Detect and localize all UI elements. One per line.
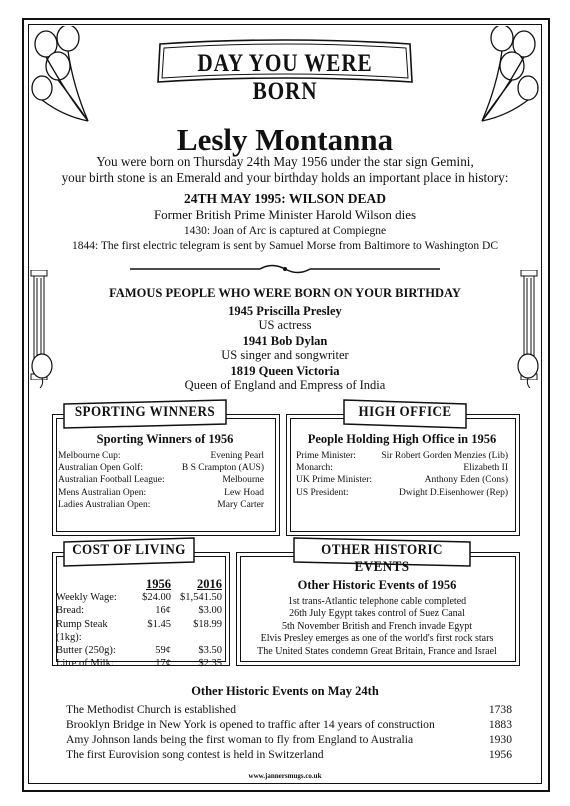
cost-label: Bread: — [56, 605, 84, 617]
high-office-ribbon — [340, 398, 470, 430]
high-office-list — [296, 450, 508, 499]
intro-line-2: your birth stone is an Emerald and your birthday holds an important place in history: — [61, 170, 509, 185]
sporting-value: Mary Carter — [217, 499, 264, 510]
office-label: Prime Minister: — [296, 451, 356, 461]
cost-row — [56, 644, 222, 657]
office-label: US President: — [296, 487, 349, 498]
office-label: Monarch: — [296, 463, 333, 474]
sporting-row — [58, 450, 264, 462]
sporting-winners-ribbon — [60, 398, 230, 430]
sporting-label: Melbourne Cup: — [58, 451, 121, 461]
page-title: DAY YOU WERE BORN — [197, 50, 373, 105]
sporting-value: B S Crampton (AUS) — [181, 463, 264, 474]
cost-2016: $3.50 — [198, 645, 222, 657]
may-event-text: Brooklyn Bridge in New York is opened to traffic after 14 years of construction — [66, 718, 435, 731]
may-event-year: 1956 — [488, 748, 512, 761]
may-event-year: 1883 — [488, 718, 512, 731]
cost-label: Rump Steak (1kg): — [56, 618, 108, 643]
cost-label: Litre of Milk: — [56, 658, 114, 670]
sporting-label: Ladies Australian Open: — [58, 499, 151, 510]
high-office-tab: HIGH OFFICE — [358, 404, 452, 420]
cost-label: Butter (250g): — [56, 645, 116, 657]
sporting-row — [58, 462, 264, 474]
other-events-title: Other Historic Events of 1956 — [297, 578, 457, 592]
may-event-row — [66, 717, 512, 732]
famous-person-name: 1941 Bob Dylan — [242, 334, 328, 348]
history-event: 1844: The first electric telegram is sent by Samuel Morse from Baltimore to Washington DC — [72, 240, 498, 252]
title-banner — [150, 34, 420, 105]
other-event-item: Elvis Presley emerges as one of the world's first rock stars — [260, 633, 494, 645]
famous-person-name: 1945 Priscilla Presley — [228, 304, 342, 318]
may-events-list — [66, 702, 512, 762]
cost-of-living-tab: COST OF LIVING — [72, 542, 186, 558]
cost-row — [56, 591, 222, 604]
other-event-item: 1st trans-Atlantic telephone cable completed — [287, 596, 467, 607]
sporting-row — [58, 487, 264, 499]
cost-label: Weekly Wage: — [56, 592, 117, 604]
cost-2016: $1,541.50 — [180, 592, 222, 604]
cost-row — [56, 618, 222, 644]
office-row — [296, 462, 508, 474]
cost-1956: $1.45 — [147, 618, 171, 630]
sporting-row — [58, 474, 264, 486]
famous-person-desc: US actress — [258, 318, 312, 332]
cost-header-row — [56, 578, 222, 591]
may-event-row — [66, 732, 512, 747]
cost-2016: $2.35 — [198, 658, 222, 670]
office-value: Dwight D.Eisenhower (Rep) — [399, 487, 508, 498]
sporting-row — [58, 499, 264, 511]
famous-person-desc: US singer and songwriter — [221, 348, 349, 362]
may-event-year: 1738 — [488, 703, 512, 716]
famous-person-name: 1819 Queen Victoria — [230, 364, 340, 378]
other-event-item: 26th July Egypt takes control of Suez Canal — [289, 608, 465, 620]
may-event-text: The Methodist Church is established — [66, 703, 237, 716]
cost-1956: 17¢ — [155, 658, 171, 670]
person-name: Lesly Montanna — [176, 122, 394, 157]
cost-of-living-ribbon — [60, 536, 198, 568]
sporting-label: Mens Australian Open: — [58, 487, 147, 498]
may-events-title: Other Historic Events on May 24th — [191, 684, 379, 698]
cost-2016: $3.00 — [198, 605, 222, 617]
ornamental-divider — [130, 264, 440, 274]
may-event-row — [66, 747, 512, 762]
office-row — [296, 474, 508, 486]
other-event-item: The United States condemn Great Britain, France and Israel — [257, 645, 497, 657]
may-event-text: The first Eurovision song contest is held in Switzerland — [66, 748, 324, 761]
sporting-value: Lew Hoad — [224, 487, 264, 498]
sporting-winners-title: Sporting Winners of 1956 — [96, 432, 234, 446]
cost-1956: 59¢ — [155, 645, 171, 657]
sporting-winners-tab: SPORTING WINNERS — [74, 404, 216, 420]
office-value: Anthony Eden (Cons) — [424, 475, 508, 486]
office-value: Sir Robert Gorden Menzies (Lib) — [381, 451, 508, 461]
may-event-year: 1930 — [488, 733, 512, 746]
footer-url: www.jannersmugs.co.uk — [248, 772, 322, 780]
office-row — [296, 450, 508, 462]
famous-section-title: FAMOUS PEOPLE WHO WERE BORN ON YOUR BIRTHDAY — [109, 286, 461, 300]
sporting-label: Australian Football League: — [58, 475, 165, 486]
cost-1956: 16¢ — [155, 605, 171, 617]
office-value: Elizabeth II — [463, 463, 508, 474]
headline-subtitle: Former British Prime Minister Harold Wilson dies — [153, 207, 417, 222]
intro-line-1: You were born on Thursday 24th May 1956 under the star sign Gemini, — [96, 154, 474, 169]
cost-row — [56, 657, 222, 670]
intro-text — [40, 154, 530, 186]
other-events-list — [240, 596, 514, 658]
sporting-label: Australian Open Golf: — [58, 463, 143, 474]
sporting-value: Evening Pearl — [210, 451, 264, 461]
headline-title: 24TH MAY 1995: WILSON DEAD — [183, 191, 387, 206]
cost-row — [56, 604, 222, 617]
cost-of-living-table — [56, 578, 222, 670]
office-label: UK Prime Minister: — [296, 475, 372, 486]
history-event: 1430: Joan of Arc is captured at Compiegne — [183, 225, 387, 237]
cost-1956: $24.00 — [142, 592, 171, 604]
high-office-title: People Holding High Office in 1956 — [307, 432, 497, 446]
cost-2016: $18.99 — [193, 618, 222, 630]
cost-col-2016: 2016 — [197, 577, 222, 591]
cost-col-1956: 1956 — [146, 577, 171, 591]
other-events-ribbon — [290, 536, 474, 575]
sporting-value: Melbourne — [222, 475, 264, 486]
other-events-tab: OTHER HISTORIC EVENTS — [321, 542, 443, 575]
famous-person-desc: Queen of England and Empress of India — [184, 378, 386, 392]
office-row — [296, 487, 508, 499]
sporting-winners-list — [58, 450, 264, 511]
may-event-text: Amy Johnson lands being the first woman to fly from England to Australia — [66, 733, 414, 746]
may-event-row — [66, 702, 512, 717]
other-event-item: 5th November British and French invade Egypt — [282, 620, 472, 632]
